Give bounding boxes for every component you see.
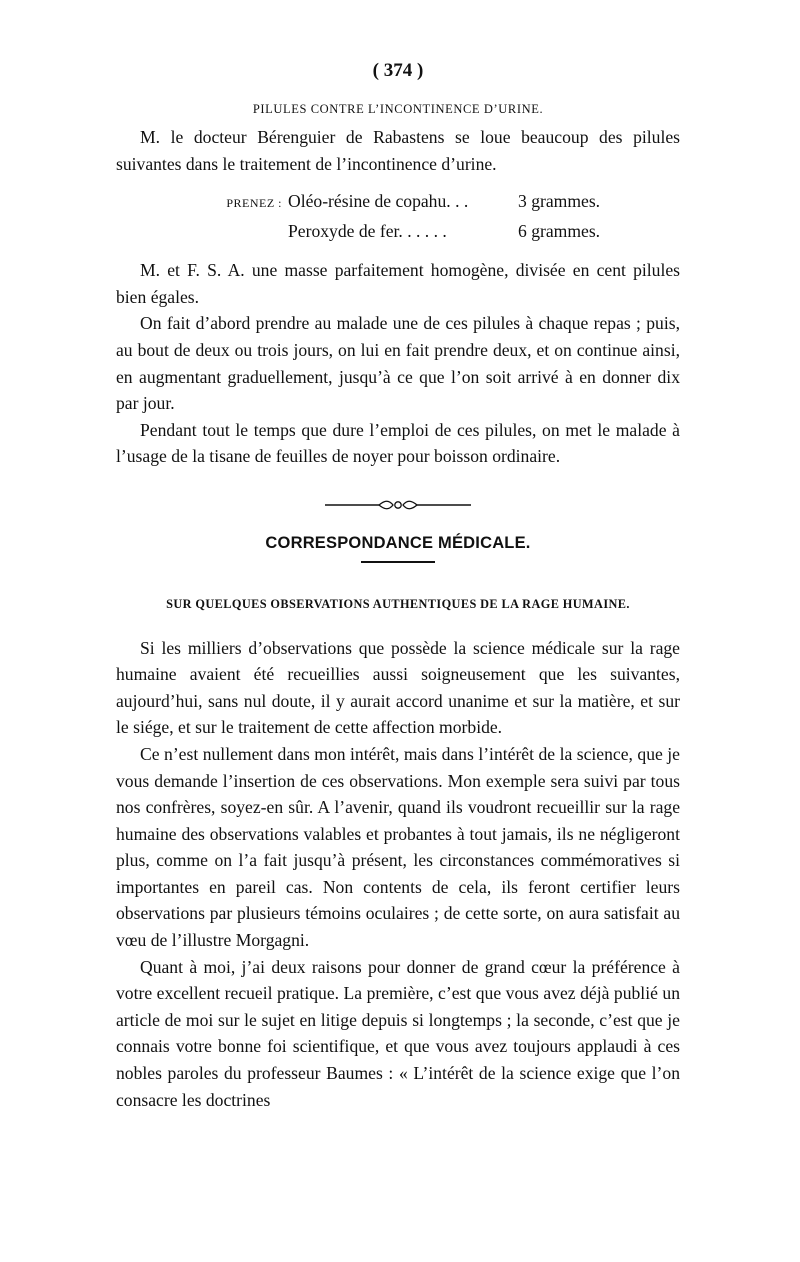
recipe-row (116, 217, 680, 245)
body-paragraph: Ce n’est nullement dans mon intérêt, mais dans l’intérêt de la science, que je vous demande l’insertion de ces observations. Mon exemple sera suivi par tous nos confrères, soyez-en sûr. A l’avenir, quand ils voudront recueillir sur la rage humaine des observations valables et probantes à tout jamais, ils ne négligeront plus, comme on l’a fait jusqu’à présent, les circonstances commémoratives si importantes en pareil cas. Non contents de cela, ils feront certifier leurs observations par plusieurs témoins oculaires ; de cette sorte, on aura satisfait au vœu de l’illustre Morgagni. (116, 743, 680, 951)
recipe-item: Oléo-résine de copahu. . . (288, 191, 469, 212)
page-number: ( 374 ) (372, 60, 424, 81)
recipe-quantity: 3 grammes. (518, 191, 601, 212)
ornament-icon (325, 494, 471, 516)
body-paragraph: Pendant tout le temps que dure l’emploi de ces pilules, on met le malade à l’usage de la tisane de feuilles de noyer pour boisson ordinaire. (116, 419, 680, 467)
recipe-block (116, 187, 680, 245)
book-page (116, 58, 680, 1113)
recipe-quantity: 6 grammes. (518, 221, 601, 242)
recipe-row (116, 187, 680, 217)
body-paragraph: Quant à moi, j’ai deux raisons pour donner de grand cœur la préférence à votre excellent recueil pratique. La première, c’est que vous avez déjà publié un article de moi sur le sujet en litige depuis si longtemps ; la seconde, c’est que je connais votre bonne foi scientifique, et que vous avez toujours applaudi à ces nobles paroles du professeur Baumes : « L’intérêt de la science exige que l’on consacre les doctrines (116, 956, 680, 1110)
section-title: CORRESPONDANCE MÉDICALE. (265, 533, 531, 552)
recipe-item: Peroxyde de fer. . . . . . (288, 221, 447, 242)
article-intro: M. le docteur Bérenguier de Rabastens se loue beaucoup des pilules suivantes dans le traitement de l’incontinence d’urine. (116, 127, 680, 174)
recipe-lead: PRENEZ : (226, 196, 282, 211)
body-paragraph: On fait d’abord prendre au malade une de ces pilules à chaque repas ; puis, au bout de deux ou trois jours, on lui en fait prendre deux, et on continue ainsi, en augmentant graduellement, jusqu’à ce que l’on soit arrivé à en donner dix par jour. (116, 313, 680, 414)
running-head: PILULES CONTRE L’INCONTINENCE D’URINE. (252, 102, 544, 116)
article-subtitle: SUR QUELQUES OBSERVATIONS AUTHENTIQUES DE LA RAGE HUMAINE. (166, 596, 630, 611)
ornament-divider (116, 494, 680, 516)
title-rule (361, 561, 435, 563)
body-paragraph: M. et F. S. A. une masse parfaitement homogène, divisée en cent pilules bien égales. (116, 260, 680, 307)
body-paragraph: Si les milliers d’observations que possède la science médicale sur la rage humaine avaient été recueillies aussi soigneusement que les suivantes, aujourd’hui, sans nul doute, il y aurait accord unanime et sur la matière, et sur le siége, et sur le traitement de cette affection morbide. (116, 637, 680, 738)
